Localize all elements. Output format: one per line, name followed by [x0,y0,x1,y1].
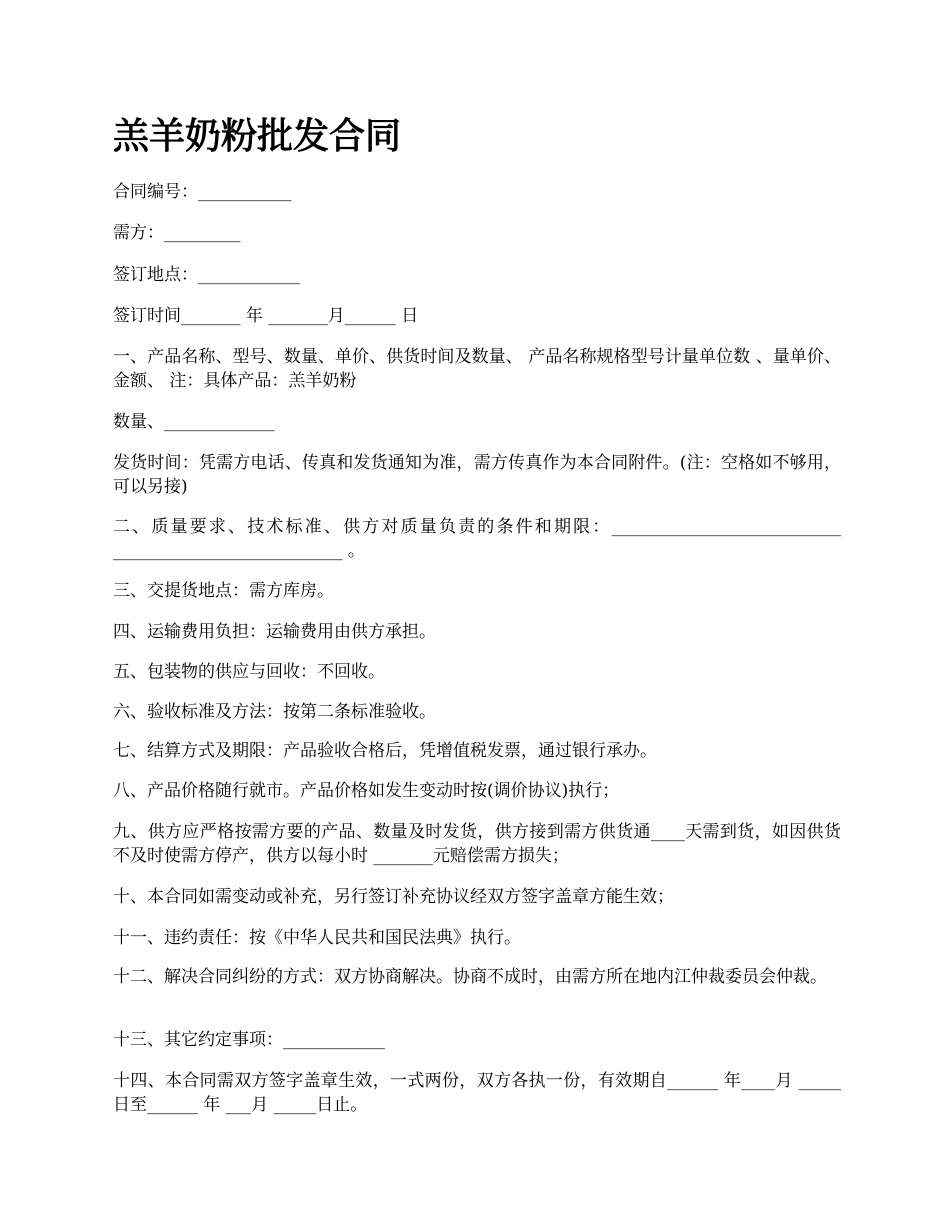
clause-4-transport: 四、运输费用负担：运输费用由供方承担。 [113,622,436,642]
delivery-time: 发货时间：凭需方电话、传真和发货通知为准，需方传真作为本合同附件。(注：空格如不够用，可以另接) [113,453,841,497]
clause-3-delivery-place: 三、交提货地点：需方库房。 [113,581,334,601]
clause-8-price: 八、产品价格随行就市。产品价格如发生变动时按(调价协议)执行； [113,781,620,801]
clause-7-settlement: 七、结算方式及期限：产品验收合格后，凭增值税发票，通过银行承办。 [113,741,657,761]
buyer-field: 需方：_________ [113,223,241,243]
contract-number: 合同编号：___________ [113,182,292,202]
clause-9-supply: 九、供方应严格按需方要的产品、数量及时发货，供方接到需方供货通____天需到货，如因供货不及时使需方停产，供方以每小时 _______元赔偿需方损失； [113,822,841,866]
quantity-field: 数量、_____________ [113,412,275,432]
clause-12-dispute: 十二、解决合同纠纷的方式：双方协商解决。协商不成时，由需方所在地内江仲裁委员会仲裁。 [113,967,827,987]
signing-place: 签订地点：____________ [113,265,300,285]
clause-10-amendment: 十、本合同如需变动或补充，另行签订补充协议经双方签字盖章方能生效； [113,887,674,907]
clause-6-acceptance: 六、验收标准及方法：按第二条标准验收。 [113,702,436,722]
clause-5-packaging: 五、包装物的供应与回收：不回收。 [113,662,385,682]
clause-2-quality: 二、质量要求、技术标准、供方对质量负责的条件和期限：___________________________ ___________________________ 。 [113,517,841,561]
clause-14-validity: 十四、本合同需双方签字盖章生效，一式两份，双方各执一份，有效期自______ 年____月 _____日至______ 年 ___月 _____日止。 [113,1071,841,1115]
clause-11-liability: 十一、违约责任：按《中华人民共和国民法典》执行。 [113,928,521,948]
clause-13-other: 十三、其它约定事项：____________ [113,1030,385,1050]
document-title: 羔羊奶粉批发合同 [113,115,402,157]
clause-1-product: 一、产品名称、型号、数量、单价、供货时间及数量、 产品名称规格型号计量单位数 、量单价、金额、 注：具体产品：羔羊奶粉 [113,347,841,391]
signing-date: 签订时间_______ 年 _______月______ 日 [113,306,419,326]
